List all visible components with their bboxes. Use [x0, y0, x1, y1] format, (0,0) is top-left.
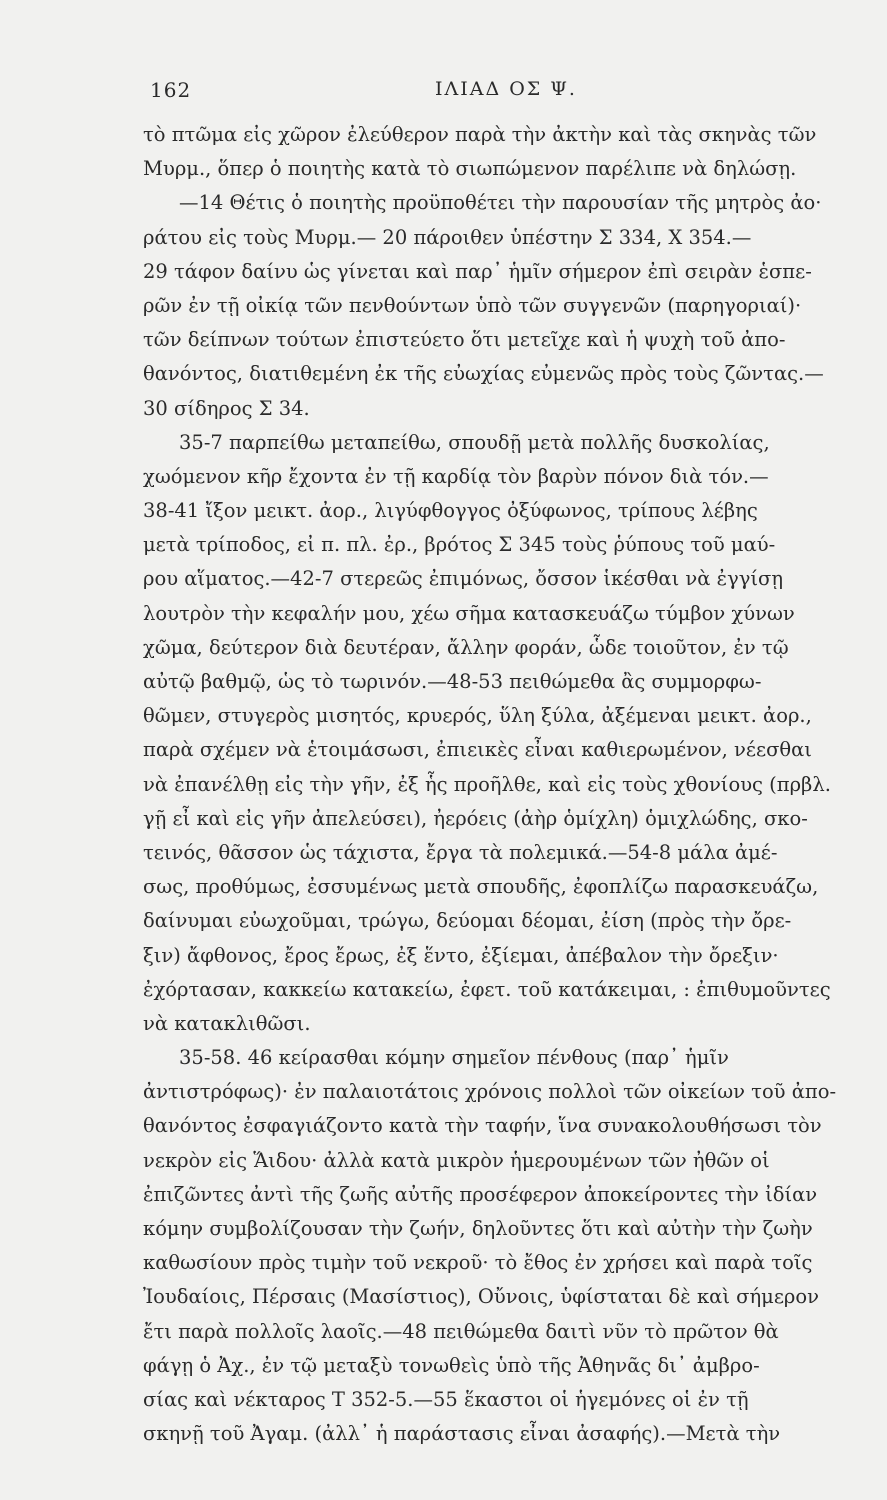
text-line: κόμην συμβολίζουσαν τὴν ζωήν, δηλοῦντες ὅτι καὶ αὐτὴν τὴν ζωὴν — [143, 1217, 813, 1240]
text-line: Ἰουδαίοις, Πέρσαις (Μασίστιος), Οὔνοις, ὑφίσταται δὲ καὶ σήμερον — [143, 1285, 819, 1309]
text-line: χῶμα, δεύτερον διὰ δευτέραν, ἄλλην φοράν, ὧδε τοιοῦτον, ἐν τῷ — [143, 635, 789, 659]
text-line: —14 Θέτις ὁ ποιητὴς προϋποθέτει τὴν παρουσίαν τῆς μητρὸς ἀο· — [179, 191, 822, 215]
running-title: ΙΛΙΑΔ ΟΣ Ψ. — [435, 78, 577, 100]
text-line: ἐπιζῶντες ἀντὶ τῆς ζωῆς αὐτῆς προσέφερον ἀποκείροντες τὴν ἰδίαν — [143, 1182, 818, 1206]
text-line: 30 σίδηρος Σ 34. — [143, 396, 310, 420]
text-line: λουτρὸν τὴν κεφαλήν μου, χέω σῆμα κατασκευάζω τύμβον χύνων — [143, 601, 795, 625]
text-line: νὰ κατακλιθῶσι. — [143, 1011, 311, 1035]
text-line: χωόμενον κῆρ ἔχοντα ἐν τῇ καρδίᾳ τὸν βαρὺν πόνον διὰ τόν.— — [143, 464, 769, 488]
text-line: ξιν) ἄφθονος, ἔρος ἔρως, ἐξ ἕντο, ἐξίεμαι, ἀπέβαλον τὴν ὄρεξιν· — [143, 943, 779, 967]
text-line: τεινός, θᾶσσον ὡς τάχιστα, ἔργα τὰ πολεμικά.—54-8 μάλα ἀμέ- — [143, 840, 778, 864]
text-line: θανόντος, διατιθεμένη ἐκ τῆς εὐωχίας εὐμενῶς πρὸς τοὺς ζῶντας.— — [143, 362, 824, 386]
text-line: ράτου εἰς τοὺς Μυρμ.— 20 πάροιθεν ὑπέστην Σ 334, Χ 354.— — [143, 225, 752, 249]
text-line: καθωσίουν πρὸς τιμὴν τοῦ νεκροῦ· τὸ ἔθος ἐν χρήσει καὶ παρὰ τοῖς — [143, 1251, 813, 1275]
text-line: τῶν δείπνων τούτων ἐπιστεύετο ὅτι μετεῖχε καὶ ἡ ψυχὴ τοῦ ἀπο- — [143, 328, 786, 352]
text-line: ρου αἵματος.—42-7 στερεῶς ἐπιμόνως, ὄσσον ἱκέσθαι νὰ ἐγγίσῃ — [143, 567, 784, 591]
text-line: σως, προθύμως, ἐσσυμένως μετὰ σπουδῆς, ἐφοπλίζω παρασκευάζω, — [143, 875, 819, 899]
text-line: μετὰ τρίποδος, εἰ π. πλ. ἐρ., βρότος Σ 345 τοὺς ῥύπους τοῦ μαύ- — [143, 533, 776, 557]
text-line: Μυρμ., ὅπερ ὁ ποιητὴς κατὰ τὸ σιωπώμενον παρέλιπε νὰ δηλώσῃ. — [143, 157, 797, 181]
text-line: ἔτι παρὰ πολλοῖς λαοῖς.—48 πειθώμεθα δαιτὶ νῦν τὸ πρῶτον θὰ — [143, 1319, 779, 1343]
page-number: 162 — [150, 78, 192, 102]
text-line: τὸ πτῶμα εἰς χῶρον ἐλεύθερον παρὰ τὴν ἀκτὴν καὶ τὰς σκηνὰς τῶν — [143, 123, 817, 146]
commentary-text — [143, 118, 855, 1451]
text-line: ἐχόρτασαν, κακκείω κατακείω, ἐφετ. τοῦ κατάκειμαι, : ἐπιθυμοῦντες — [143, 977, 831, 1001]
text-line: παρὰ σχέμεν νὰ ἑτοιμάσωσι, ἐπιεικὲς εἶναι καθιερωμένον, νέεσθαι — [143, 738, 812, 762]
page-header — [150, 78, 850, 108]
text-line: ἀντιστρόφως)· ἐν παλαιοτάτοις χρόνοις πολλοὶ τῶν οἰκείων τοῦ ἀπο- — [143, 1080, 837, 1104]
text-line: 35-7 παρπείθω μεταπείθω, σπουδῇ μετὰ πολλῆς δυσκολίας, — [179, 430, 770, 454]
text-line: γῇ εἶ καὶ εἰς γῆν ἀπελεύσει), ἠερόεις (ἀὴρ ὁμίχλη) ὁμιχλώδης, σκο- — [143, 806, 808, 830]
text-line: νὰ ἐπανέλθῃ εἰς τὴν γῆν, ἐξ ἧς προῆλθε, καὶ εἰς τοὺς χθονίους (πρβλ. — [143, 772, 831, 796]
text-line: σίας καὶ νέκταρος Τ 352-5.—55 ἕκαστοι οἱ ἡγεμόνες οἱ ἐν τῇ — [143, 1387, 749, 1411]
text-line: θανόντος ἐσφαγιάζοντο κατὰ τὴν ταφήν, ἵνα συνακολουθήσωσι τὸν — [143, 1114, 822, 1138]
text-line: νεκρὸν εἰς Ἅιδου· ἀλλὰ κατὰ μικρὸν ἡμερουμένων τῶν ἠθῶν οἱ — [143, 1148, 770, 1172]
text-line: δαίνυμαι εὐωχοῦμαι, τρώγω, δεύομαι δέομαι, ἐίση (πρὸς τὴν ὄρε- — [143, 909, 792, 933]
text-line: αὐτῷ βαθμῷ, ὡς τὸ τωρινόν.—48-53 πειθώμεθα ἂς συμμορφω- — [143, 670, 762, 693]
text-line: φάγῃ ὁ Ἀχ., ἐν τῷ μεταξὺ τονωθεὶς ὑπὸ τῆς Ἀθηνᾶς δι᾽ ἀμβρο- — [143, 1353, 760, 1377]
text-line: 35-58. 46 κείρασθαι κόμην σημεῖον πένθους (παρ᾽ ἡμῖν — [179, 1046, 729, 1070]
text-line: θῶμεν, στυγερὸς μισητός, κρυερός, ὕλη ξύλα, ἀξέμεναι μεικτ. ἀορ., — [143, 704, 812, 728]
text-line: ρῶν ἐν τῇ οἰκίᾳ τῶν πενθούντων ὑπὸ τῶν συγγενῶν (παρηγοριαί)· — [143, 293, 802, 317]
text-line: σκηνῇ τοῦ Ἀγαμ. (ἀλλ᾽ ἡ παράστασις εἶναι ἀσαφής).—Μετὰ τὴν — [143, 1422, 781, 1446]
text-line: 38-41 ἴξον μεικτ. ἀορ., λιγύφθογγος ὀξύφωνος, τρίπους λέβης — [143, 499, 758, 523]
text-line: 29 τάφον δαίνυ ὡς γίνεται καὶ παρ᾽ ἡμῖν σήμερον ἐπὶ σειρὰν ἑσπε- — [143, 259, 812, 283]
